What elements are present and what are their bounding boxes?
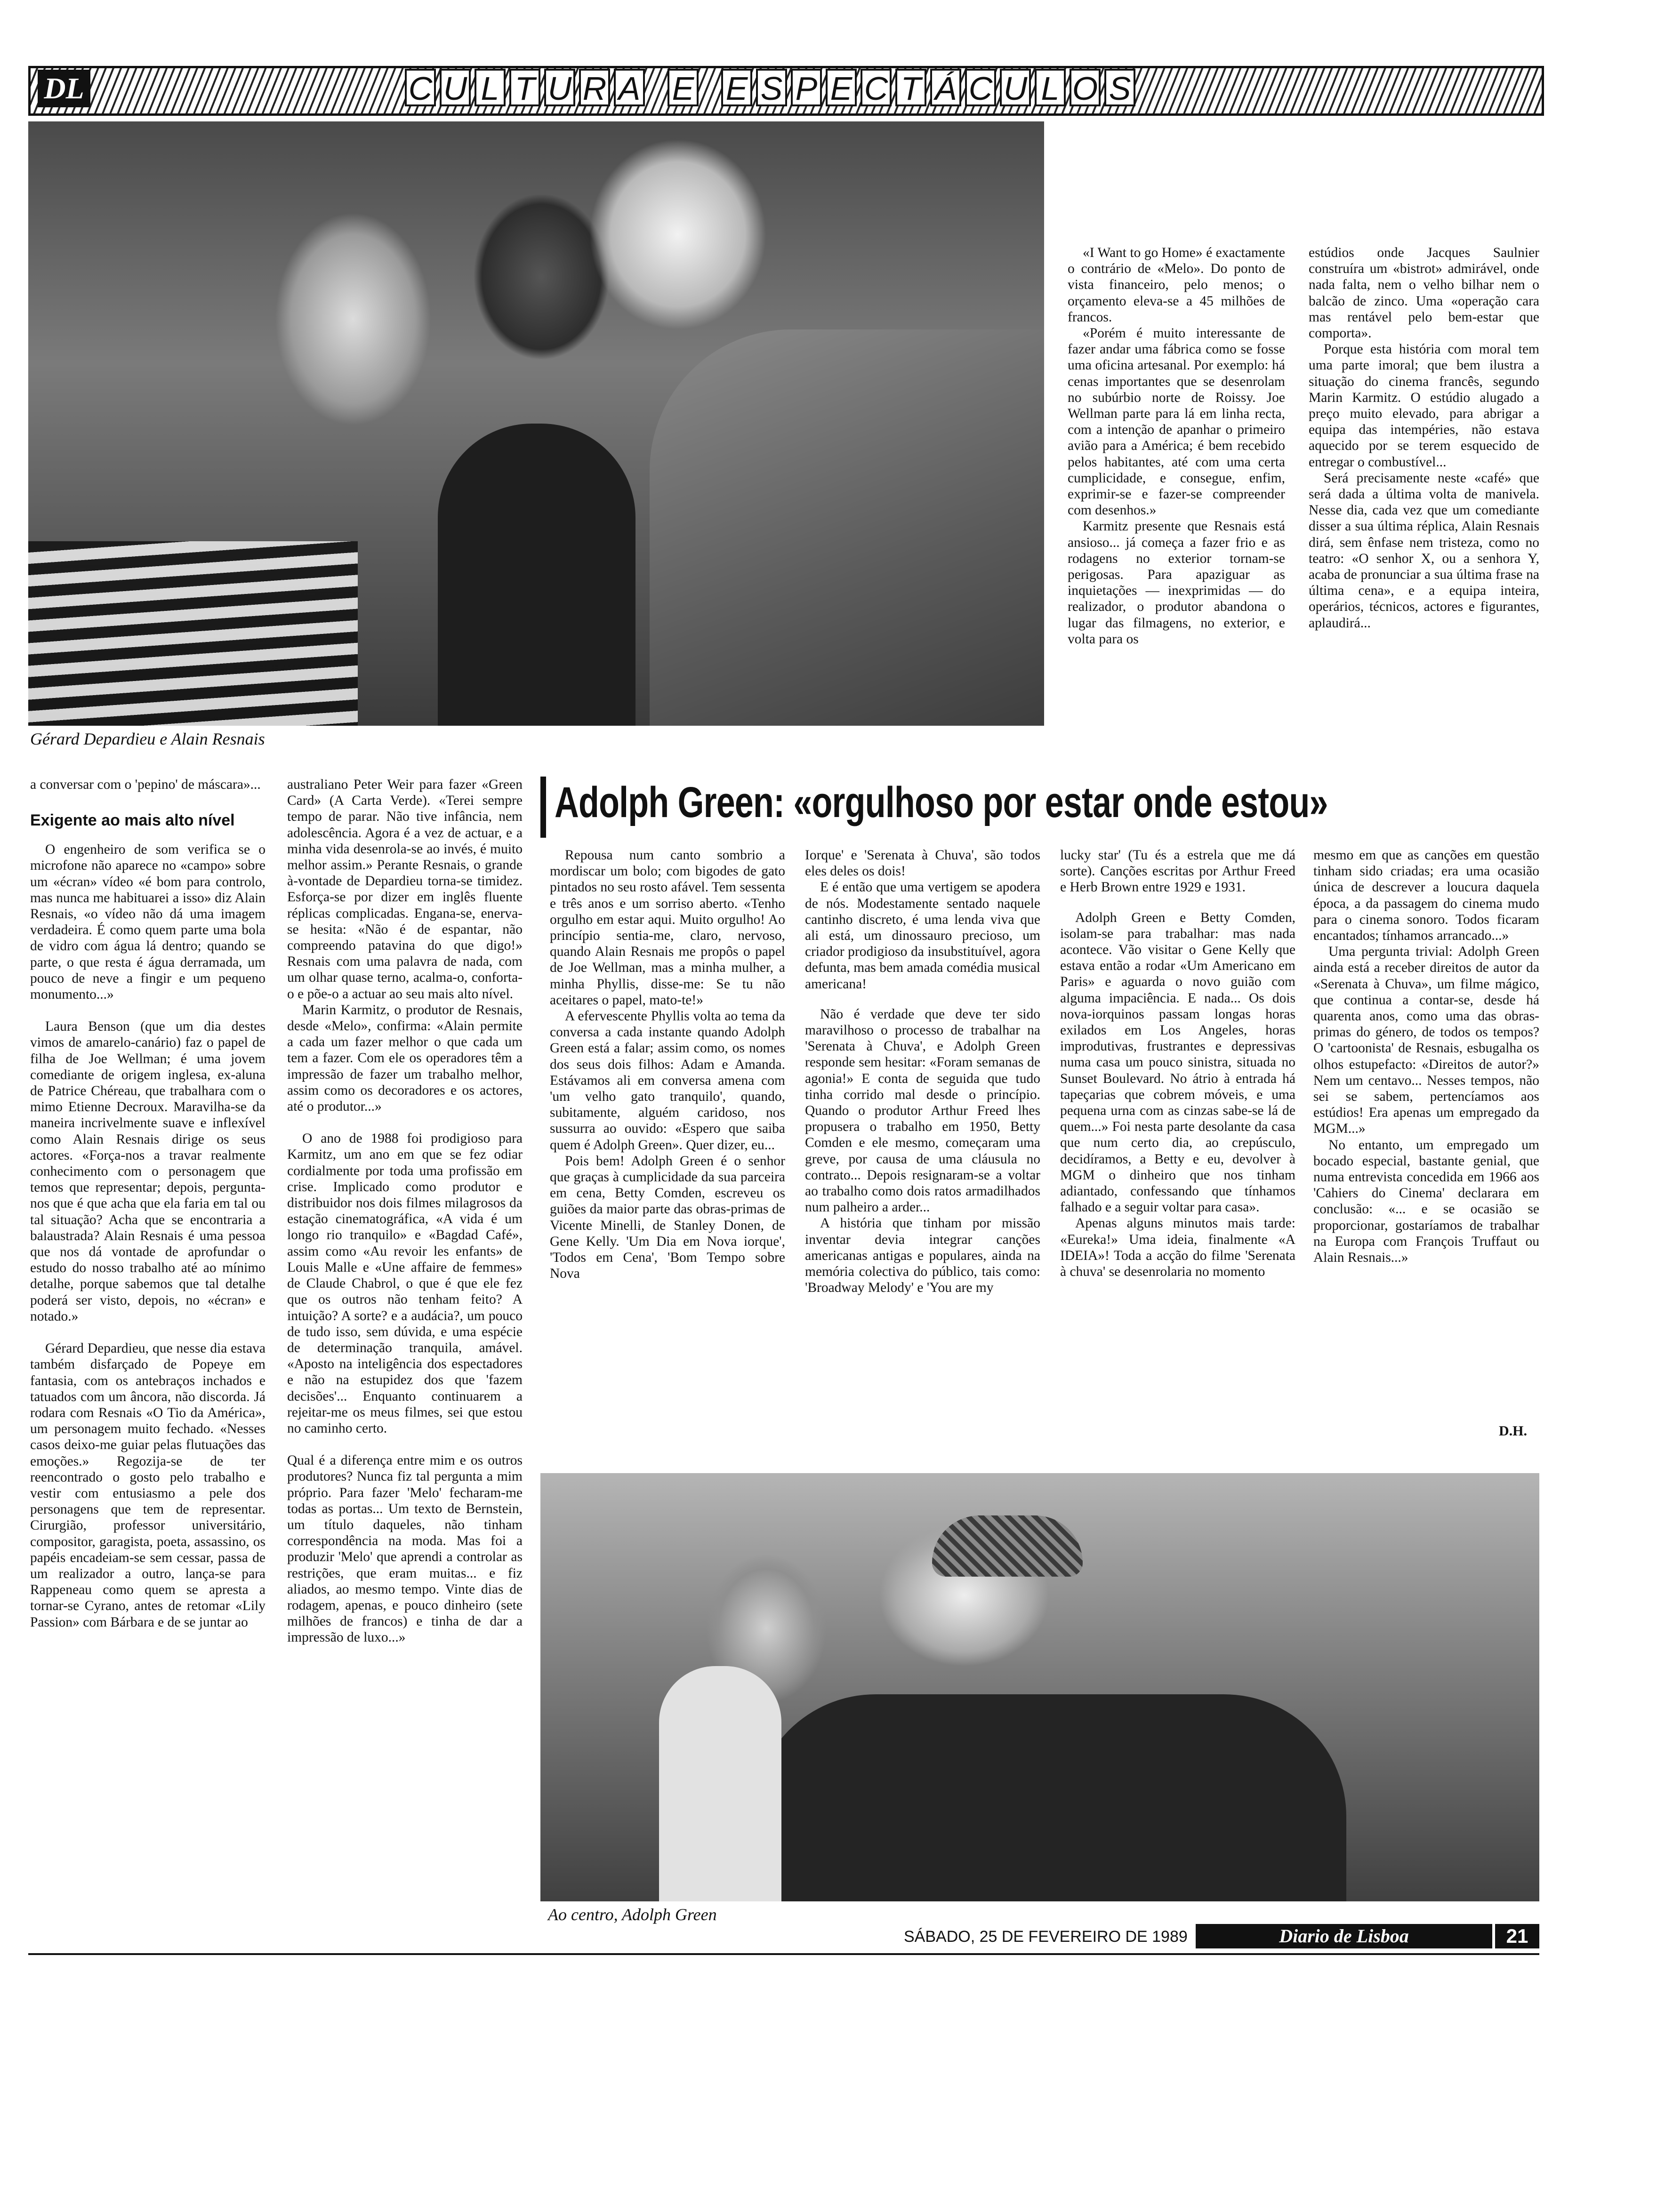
paragraph: Gérard Depardieu, que nesse dia estava também disfarçado de Popeye em fantasia, com os antebraços inchados e tatuados com um âncora, não discorda. Já rodara com Resnais «O Tio da América», um personagem muito fechado. «Nesses casos deixo-me guiar pelas flutuações das emoções.» Regozija-se de ter reencontrado o gosto pelo trabalho e vestir com entusiasmo a pele dos personagens que tem de representar. Cirurgião, professor universitário, compositor, garagista, poeta, assassino, os papéis encadeiam-se sem cessar, passa de um realizador a outro, lança-se para Rappeneau como quem se apresta a tornar-se Cyrano, antes de retomar «Lily Passion» com Bárbara e de se juntar ao <box>30 1341 265 1630</box>
section-title-letter: L <box>475 69 506 106</box>
paragraph: E é então que uma vertigem se apodera de nós. Modestamente sentado naquele cantinho discreto, é uma lenda viva que ali está, um dinossauro precioso, um criador prodigioso da insubstituível, agora defunta, mas bem amada comédia musical americana! <box>805 880 1040 992</box>
paragraph: Porque esta história com moral tem uma parte imoral; que bem ilustra a situação do cinema francês, segundo Marin Karmitz. O estúdio alugado a preço muito elevado, para abrigar a equipa das intempéries, não estava aquecido por se terem esquecido de entregar o combustível... <box>1309 342 1539 470</box>
article-column <box>1060 847 1295 1280</box>
footer-rule <box>28 1953 1539 1955</box>
section-title-letter: A <box>614 69 645 106</box>
photo-detail-striped-shirt <box>28 541 358 726</box>
paragraph: Repousa num canto sombrio a mordiscar um bolo; com bigodes de gato pintados no seu rosto afável. Tem sessenta e três anos e um sorriso aberto. «Tenho orgulho em estar aqui. Muito orgulho! Ao princípio sentia-me, claro, nervoso, quando Alain Resnais me propôs o papel de Joe Wellman, mas a minha mulher, a minha Phyllis, disse-me: Se tu não aceitares o papel, mato-te!» <box>550 848 785 1008</box>
article-headline: Adolph Green: «orgulhoso por estar onde estou» <box>555 778 1328 826</box>
section-title-letter: R <box>579 69 610 106</box>
photo-detail-coat <box>650 329 1044 726</box>
section-title-letter: S <box>1104 69 1135 106</box>
section-title-letter: U <box>1000 69 1031 106</box>
photo-detail-dark-coat <box>753 1694 1346 1901</box>
paragraph: «Porém é muito interessante de fazer andar uma fábrica como se fosse uma oficina artesanal. Por exemplo: há cenas importantes que se desenrolam no subúrbio norte de Roissy. Joe Wellman parte para lá em linha recta, com a intenção de apanhar o primeiro avião para a América; é bem recebido pelos habitantes, até com uma certa cumplicidade, e consegue, enfim, exprimir-se e fazer-se compreender com desenhos.» <box>1068 326 1285 518</box>
section-title-letter: E <box>668 69 699 106</box>
paragraph: O ano de 1988 foi prodigioso para Karmitz, um ano em que se fez odiar cordialmente por toda uma profissão em crise. Implicado como produtor e distribuidor nos dois filmes milagrosos da estação cinematográfica, «A vida é um longo rio tranquilo» e «Bagdad Café», assim como «Au revoir les enfants» de Louis Malle e «Une affaire de femmes» de Claude Chabrol, o que é que ele fez que os outros não tenham feito? A intuição? A sorte? e a audácia?, um pouco de tudo isso, sem dúvida, e uma espécie de determinação tranquila, amável. «Aposto na inteligência dos espectadores e não na estupidez dos que 'fazem decisões'... Enquanto continuarem a rejeitar-me os meus filmes, sei que estou no caminho certo. <box>287 1131 523 1436</box>
paragraph: Karmitz presente que Resnais está ansioso... já começa a fazer frio e as rodagens no exterior tornam-se perigosas. Para apaziguar as inquietações — inexprimidas — do realizador, o produtor abandona o lugar das filmagens, no exterior, e volta para os <box>1068 519 1285 647</box>
paragraph: a conversar com o 'pepino' de máscara»... <box>30 777 261 792</box>
article-column <box>287 777 523 1646</box>
section-title-letter: P <box>791 69 822 106</box>
photo-detail-dark-figure <box>438 424 635 726</box>
section-title-letter: U <box>440 69 471 106</box>
paragraph: No entanto, um empregado um bocado especial, bastante genial, que numa entrevista concedida em 1966 aos 'Cahiers do Cinema' declarara em conclusão: «... e se ocasião se proporcionar, gostaríamos de trabalhar na Europa com François Truffaut ou Alain Resnais...» <box>1313 1137 1539 1266</box>
paragraph: Não é verdade que deve ter sido maravilhoso o processo de trabalhar na 'Serenata à Chuva', e Adolph Green responde sem hesitar: «Foram semanas de agonia!» E conta de seguida que tudo tinha corrido mal desde o princípio. Quando o produtor Arthur Freed lhes propusera o trabalho em 1950, Betty Comden e ele mesmo, começaram uma greve, por causa de uma cláusula no contrato... Depois resignaram-se a voltar ao trabalho como dois ratos armadilhados num palheiro a arder... <box>805 1006 1040 1215</box>
article-column <box>1309 245 1539 631</box>
section-title-letter: C <box>405 69 436 106</box>
article-column <box>30 777 265 1630</box>
paragraph: A efervescente Phyllis volta ao tema da conversa a cada instante quando Adolph Green está a falar; assim como, os nomes dos seus dois filhos: Adam e Amanda. Estávamos ali em conversa amena com 'um velho gato tranquilo', quando, subitamente, alguém caridoso, nos sussurra ao ouvido: «Espero que saiba quem é Adolph Green». Quer dizer, eu... <box>550 1009 785 1153</box>
section-title-letter: E <box>826 69 857 106</box>
paragraph: Marin Karmitz, o produtor de Resnais, desde «Melo», confirma: «Alain permite a cada um fazer melhor o que cada um tem a fazer. Com ele os operadores têm a impressão de fazer um trabalho melhor, assim como os decoradores e os actores, até o produtor...» <box>287 1002 523 1114</box>
subheading: Exigente ao mais alto nível <box>30 811 235 830</box>
photo-detail-checked-hat <box>932 1515 1083 1577</box>
section-title-letter: T <box>509 69 540 106</box>
paragraph: Adolph Green e Betty Comden, isolam-se para trabalhar: mas nada acontece. Vão visitar o Gene Kelly que estava então a rodar «Um Americano em Paris» e aguarda o novo guião com alguma impaciência. E nada... Os dois nova-iorquinos passam longas horas exilados em Los Angeles, horas improdutivas, frustrantes e depressivas numa casa um pouco sinistra, situada no Sunset Boulevard. No átrio à entrada há tapeçarias que cobrem móveis, e uma pequena urna com as cinzas sabe-se lá de quem...» Foi nesta parte desolante da casa que num certo dia, ao crepúsculo, decidíramos, a Betty e eu, devolver à MGM o dinheiro que nos tinham adiantado, confessando que tínhamos falhado e a seguir voltar para casa». <box>1060 910 1295 1215</box>
paragraph: O engenheiro de som verifica se o microfone não aparece no «campo» sobre um «écran» vídeo «é bom para controlo, mas nunca me habituarei a isso» diz Alain Resnais, «o vídeo não dá uma imagem verdadeira. É como quem parte uma bola de vidro com água lá dentro; quando se parte, o que resta é água derramada, um pouco de neve a fingir e um pequeno monumento...» <box>30 842 265 1002</box>
article-column <box>1313 847 1539 1266</box>
section-title-letter: U <box>544 69 575 106</box>
paragraph: Laura Benson (que um dia destes vimos de amarelo-canário) faz o papel de filha de Joe Wellman; é uma jovem comediante de origem inglesa, ex-aluna de Patrice Chéreau, que trabalhara com o mimo Etienne Decroux. Maravilha-se da maneira incrivelmente suave e inflexível como Alain Resnais dirige os seus actores. «Força-nos a travar realmente conhecimento com o personagem que temos que representar; depois, pergunta-nos que é que acha que ela faria em tal ou tal situação? Acha que se encontraria a balaustrada? Alain Resnais é uma pessoa que nos dá vontade de aprofundar o estudo do nosso trabalho até ao mínimo detalhe, porque sabemos que tal detalhe poderá ser visto, depois, no «écran» e notado.» <box>30 1019 265 1324</box>
paragraph: A história que tinham por missão inventar devia integrar canções americanas antigas e populares, ainda na memória colectiva do público, tais como: 'Broadway Melody' e 'You are my <box>805 1216 1040 1296</box>
paragraph: «I Want to go Home» é exactamente o contrário de «Melo». Do ponto de vista financeiro, pelo menos; o orçamento eleva-se a 45 milhões de francos. <box>1068 245 1285 325</box>
section-title-letter: E <box>721 69 752 106</box>
section-title-letter: T <box>895 69 926 106</box>
paragraph: mesmo em que as canções em questão tinham sido criadas; era uma ocasião única de descrever a loucura daquela época, a da passagem do cinema mudo para o cinema sonoro. Todos ficaram encantados; tínhamos arrancado...» <box>1313 848 1539 944</box>
issue-date: SÁBADO, 25 DE FEVEREIRO DE 1989 <box>904 1928 1188 1946</box>
section-title-letter: C <box>861 69 892 106</box>
paragraph: Será precisamente neste «café» que será dada a última volta de manivela. Nesse dia, cada vez que um comediante disser a sua última réplica, Alain Resnais dirá, sem ênfase nem tristeza, como no teatro: «O senhor X, ou a senhora Y, acaba de pronunciar a sua última frase na última cena», e a equipa inteira, operários, técnicos, actores e figurantes, aplaudirá... <box>1309 470 1539 631</box>
paragraph: Qual é a diferença entre mim e os outros produtores? Nunca fiz tal pergunta a mim próprio. Para fazer 'Melo' fecharam-me todas as portas... Um texto de Bernstein, um título daqueles, não tinham correspondência na moda. Mas foi a produzir 'Melo' que aprendi a controlar as restrições, que eram muitas... e fiz aliados, ao mesmo tempo. Vinte dias de rodagem, apenas, e pouco dinheiro (sete milhões de francos) e tinha de dar a impressão de luxo...» <box>287 1453 523 1645</box>
headline-bar <box>540 777 546 838</box>
photo-caption: Ao centro, Adolph Green <box>548 1905 717 1924</box>
paragraph: lucky star' (Tu és a estrela que me dá sorte). Canções escritas por Arthur Freed e Herb Brown entre 1929 e 1931. <box>1060 848 1295 895</box>
paragraph: Apenas alguns minutos mais tarde: «Eureka!» Uma ideia, finalmente «A IDEIA»! Toda a acção do filme 'Serenata à chuva' se desenrolaria no momento <box>1060 1216 1295 1280</box>
author-signature: D.H. <box>1499 1423 1527 1439</box>
paragraph: estúdios onde Jacques Saulnier construíra um «bistrot» admirável, onde nada falta, nem o velho bilhar nem o balcão de zinco. Uma «operação cara mas rentável pelo bem-estar que comporta». <box>1309 245 1539 341</box>
article-column <box>550 847 785 1282</box>
section-title-letter: S <box>756 69 787 106</box>
newspaper-logo: DL <box>38 70 90 107</box>
paragraph: Uma pergunta trivial: Adolph Green ainda está a receber direitos de autor da «Serenata à Chuva», um filme mágico, que continua a contar-se, desde há quarenta anos, como uma das obras-primas do género, de todos os tempos? O 'cartoonista' de Resnais, esbugalha os olhos estupefacto: «Direitos de autor?» Nem um centavo... Nesses tempos, não sei se sabem, pertencíamos aos estúdios! Era apenas um empregado da MGM...» <box>1313 944 1539 1137</box>
article-column <box>1068 245 1285 647</box>
section-title-letter: O <box>1070 69 1101 106</box>
section-title-letter: C <box>965 69 996 106</box>
page-number: 21 <box>1495 1924 1539 1948</box>
photo-caption: Gérard Depardieu e Alain Resnais <box>30 729 265 748</box>
paragraph: Pois bem! Adolph Green é o senhor que graças à cumplicidade da sua parceira em cena, Betty Comden, escreveu os guiões da maior parte das obras-primas de Vicente Minelli, de Stanley Donen, de Gene Kelly. 'Um Dia em Nova iorque', 'Todos em Cena', 'Bom Tempo sobre Nova <box>550 1153 785 1282</box>
article-column <box>805 847 1040 1296</box>
paragraph: australiano Peter Weir para fazer «Green Card» (A Carta Verde). «Terei sempre tempo de parar. Não tive infância, nem adolescência. Agora é a vez de actuar, e a minha vida desenrola-se ao invés, é muito melhor assim.» Perante Resnais, o grande à-vontade de Depardieu torna-se timidez. Esforça-se por dizer em inglês fluente réplicas complicadas. Engana-se, enerva-se hesita: «Não é de espantar, não compreendo patavina do que digo!» Resnais com uma palavra de nada, com um olhar quase terno, acalma-o, conforta-o e põe-o a actuar ao seu mais alto nível. <box>287 777 523 1002</box>
paragraph: Iorque' e 'Serenata à Chuva', são todos eles deles os dois! <box>805 848 1040 879</box>
newspaper-masthead: Diario de Lisboa <box>1196 1924 1492 1948</box>
section-title-letter: Á <box>930 69 961 106</box>
photo-detail-scarf <box>659 1666 781 1901</box>
section-title-letter: L <box>1035 69 1066 106</box>
